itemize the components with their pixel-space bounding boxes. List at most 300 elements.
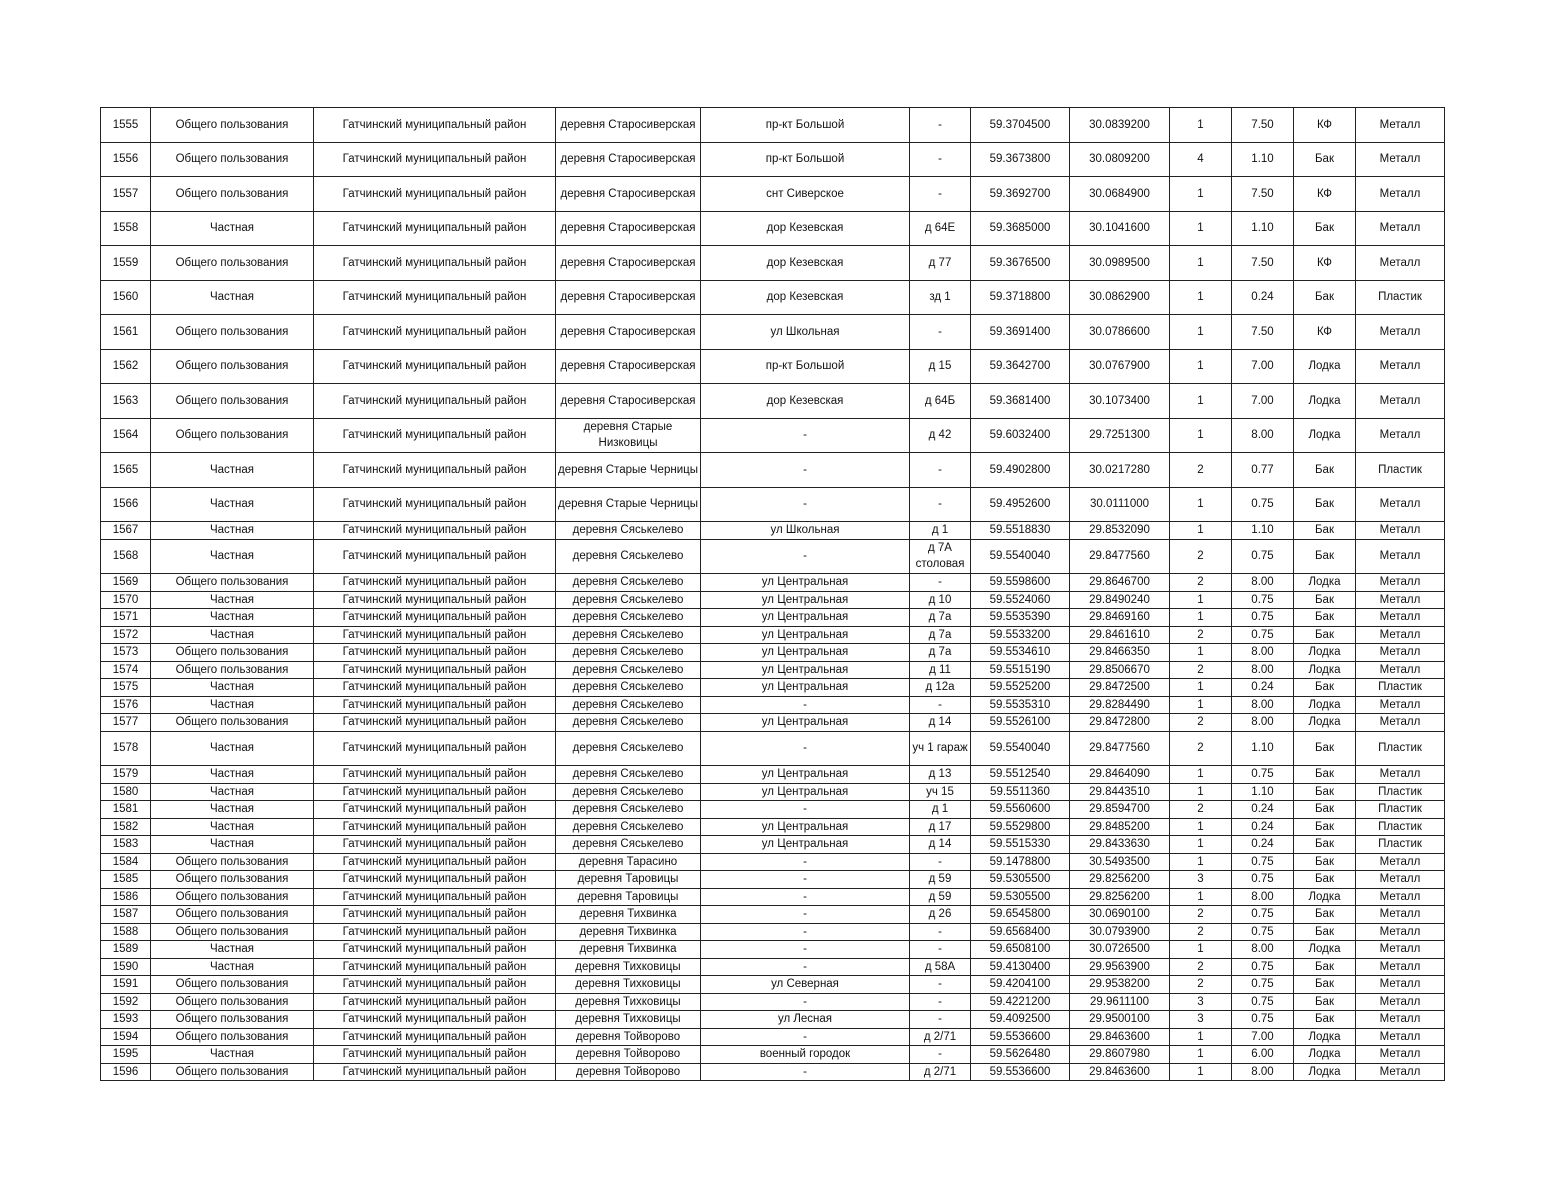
ownership-cell: Общего пользования: [151, 1063, 314, 1081]
street-cell: -: [701, 487, 910, 522]
ownership-cell: Частная: [151, 941, 314, 959]
longitude-cell: 29.8256200: [1070, 871, 1170, 889]
row-number: 1567: [101, 522, 151, 540]
ownership-cell: Частная: [151, 626, 314, 644]
volume-cell: 0.75: [1232, 1011, 1294, 1029]
longitude-cell: 30.0839200: [1070, 108, 1170, 143]
latitude-cell: 59.5536600: [971, 1028, 1070, 1046]
house-cell: -: [910, 177, 971, 212]
table-row: [101, 714, 1445, 732]
longitude-cell: 29.8506670: [1070, 661, 1170, 679]
container-type-cell: Бак: [1294, 591, 1356, 609]
street-cell: -: [701, 696, 910, 714]
quantity-cell: 1: [1170, 487, 1232, 522]
ownership-cell: Частная: [151, 487, 314, 522]
container-type-cell: Бак: [1294, 958, 1356, 976]
longitude-cell: 30.0684900: [1070, 177, 1170, 212]
latitude-cell: 59.5535390: [971, 609, 1070, 627]
district-cell: Гатчинский муниципальный район: [314, 731, 556, 766]
material-cell: Металл: [1356, 923, 1445, 941]
street-cell: снт Сиверское: [701, 177, 910, 212]
row-number: 1573: [101, 644, 151, 662]
street-cell: ул Центральная: [701, 766, 910, 784]
locality-cell: деревня Сяськелево: [556, 836, 701, 854]
house-cell: д 59: [910, 888, 971, 906]
ownership-cell: Общего пользования: [151, 714, 314, 732]
longitude-cell: 29.8463600: [1070, 1028, 1170, 1046]
ownership-cell: Общего пользования: [151, 644, 314, 662]
house-cell: д 14: [910, 714, 971, 732]
volume-cell: 0.75: [1232, 923, 1294, 941]
locality-cell: деревня Сяськелево: [556, 818, 701, 836]
quantity-cell: 2: [1170, 661, 1232, 679]
latitude-cell: 59.3642700: [971, 349, 1070, 384]
street-cell: ул Центральная: [701, 609, 910, 627]
house-cell: -: [910, 976, 971, 994]
table-row: [101, 1046, 1445, 1064]
container-type-cell: Бак: [1294, 522, 1356, 540]
locality-cell: деревня Старосиверская: [556, 177, 701, 212]
material-cell: Металл: [1356, 1063, 1445, 1081]
ownership-cell: Частная: [151, 280, 314, 315]
container-type-cell: Бак: [1294, 766, 1356, 784]
row-number: 1580: [101, 783, 151, 801]
material-cell: Металл: [1356, 418, 1445, 453]
volume-cell: 8.00: [1232, 1063, 1294, 1081]
material-cell: Металл: [1356, 384, 1445, 419]
locality-cell: деревня Тихковицы: [556, 958, 701, 976]
locality-cell: деревня Тарасино: [556, 853, 701, 871]
table-row: [101, 1011, 1445, 1029]
volume-cell: 8.00: [1232, 574, 1294, 592]
locality-cell: деревня Таровицы: [556, 888, 701, 906]
volume-cell: 7.50: [1232, 177, 1294, 212]
material-cell: Металл: [1356, 661, 1445, 679]
street-cell: ул Северная: [701, 976, 910, 994]
container-type-cell: Бак: [1294, 609, 1356, 627]
district-cell: Гатчинский муниципальный район: [314, 696, 556, 714]
container-type-cell: Лодка: [1294, 1063, 1356, 1081]
quantity-cell: 2: [1170, 976, 1232, 994]
house-cell: д 10: [910, 591, 971, 609]
table-row: [101, 453, 1445, 488]
volume-cell: 7.50: [1232, 246, 1294, 281]
material-cell: Металл: [1356, 574, 1445, 592]
district-cell: Гатчинский муниципальный район: [314, 1028, 556, 1046]
material-cell: Металл: [1356, 888, 1445, 906]
locality-cell: деревня Сяськелево: [556, 591, 701, 609]
row-number: 1582: [101, 818, 151, 836]
latitude-cell: 59.3691400: [971, 315, 1070, 350]
material-cell: Металл: [1356, 609, 1445, 627]
longitude-cell: 29.7251300: [1070, 418, 1170, 453]
volume-cell: 0.75: [1232, 906, 1294, 924]
locality-cell: деревня Старые Черницы: [556, 487, 701, 522]
material-cell: Металл: [1356, 487, 1445, 522]
latitude-cell: 59.3685000: [971, 211, 1070, 246]
house-cell: д 64Б: [910, 384, 971, 419]
material-cell: Металл: [1356, 714, 1445, 732]
locality-cell: деревня Старосиверская: [556, 211, 701, 246]
locality-cell: деревня Сяськелево: [556, 644, 701, 662]
house-cell: д 13: [910, 766, 971, 784]
longitude-cell: 29.8594700: [1070, 801, 1170, 819]
table-row: [101, 696, 1445, 714]
house-cell: д 2/71: [910, 1028, 971, 1046]
ownership-cell: Частная: [151, 818, 314, 836]
locality-cell: деревня Тойворово: [556, 1046, 701, 1064]
quantity-cell: 1: [1170, 783, 1232, 801]
street-cell: дор Кезевская: [701, 384, 910, 419]
table-row: [101, 958, 1445, 976]
latitude-cell: 59.3681400: [971, 384, 1070, 419]
container-type-cell: Лодка: [1294, 661, 1356, 679]
quantity-cell: 2: [1170, 801, 1232, 819]
material-cell: Пластик: [1356, 679, 1445, 697]
locality-cell: деревня Сяськелево: [556, 522, 701, 540]
district-cell: Гатчинский муниципальный район: [314, 888, 556, 906]
house-cell: д 7А столовая: [910, 539, 971, 574]
street-cell: -: [701, 418, 910, 453]
latitude-cell: 59.5526100: [971, 714, 1070, 732]
locality-cell: деревня Тихвинка: [556, 906, 701, 924]
material-cell: Металл: [1356, 108, 1445, 143]
street-cell: ул Центральная: [701, 661, 910, 679]
longitude-cell: 29.9611100: [1070, 993, 1170, 1011]
house-cell: д 59: [910, 871, 971, 889]
volume-cell: 0.24: [1232, 280, 1294, 315]
house-cell: -: [910, 142, 971, 177]
container-type-cell: Лодка: [1294, 696, 1356, 714]
ownership-cell: Общего пользования: [151, 177, 314, 212]
locality-cell: деревня Старосиверская: [556, 280, 701, 315]
street-cell: ул Центральная: [701, 626, 910, 644]
district-cell: Гатчинский муниципальный район: [314, 871, 556, 889]
house-cell: -: [910, 487, 971, 522]
quantity-cell: 1: [1170, 766, 1232, 784]
locality-cell: деревня Старосиверская: [556, 315, 701, 350]
material-cell: Металл: [1356, 644, 1445, 662]
district-cell: Гатчинский муниципальный район: [314, 661, 556, 679]
table-row: [101, 871, 1445, 889]
street-cell: -: [701, 731, 910, 766]
volume-cell: 0.75: [1232, 871, 1294, 889]
quantity-cell: 2: [1170, 906, 1232, 924]
material-cell: Металл: [1356, 958, 1445, 976]
latitude-cell: 59.4952600: [971, 487, 1070, 522]
quantity-cell: 1: [1170, 836, 1232, 854]
street-cell: ул Центральная: [701, 783, 910, 801]
row-number: 1568: [101, 539, 151, 574]
district-cell: Гатчинский муниципальный район: [314, 487, 556, 522]
row-number: 1561: [101, 315, 151, 350]
material-cell: Металл: [1356, 993, 1445, 1011]
row-number: 1588: [101, 923, 151, 941]
longitude-cell: 30.0862900: [1070, 280, 1170, 315]
material-cell: Металл: [1356, 315, 1445, 350]
district-cell: Гатчинский муниципальный район: [314, 801, 556, 819]
row-number: 1592: [101, 993, 151, 1011]
longitude-cell: 30.0690100: [1070, 906, 1170, 924]
quantity-cell: 1: [1170, 644, 1232, 662]
house-cell: д 1: [910, 801, 971, 819]
container-type-cell: КФ: [1294, 315, 1356, 350]
district-cell: Гатчинский муниципальный район: [314, 958, 556, 976]
latitude-cell: 59.5560600: [971, 801, 1070, 819]
volume-cell: 0.77: [1232, 453, 1294, 488]
row-number: 1557: [101, 177, 151, 212]
locality-cell: деревня Сяськелево: [556, 696, 701, 714]
latitude-cell: 59.5524060: [971, 591, 1070, 609]
longitude-cell: 30.1041600: [1070, 211, 1170, 246]
table-row: [101, 418, 1445, 453]
ownership-cell: Общего пользования: [151, 1011, 314, 1029]
quantity-cell: 2: [1170, 923, 1232, 941]
row-number: 1584: [101, 853, 151, 871]
container-type-cell: Бак: [1294, 731, 1356, 766]
latitude-cell: 59.5529800: [971, 818, 1070, 836]
ownership-cell: Общего пользования: [151, 923, 314, 941]
quantity-cell: 1: [1170, 108, 1232, 143]
latitude-cell: 59.4204100: [971, 976, 1070, 994]
street-cell: -: [701, 539, 910, 574]
longitude-cell: 30.5493500: [1070, 853, 1170, 871]
row-number: 1571: [101, 609, 151, 627]
ownership-cell: Частная: [151, 836, 314, 854]
district-cell: Гатчинский муниципальный район: [314, 818, 556, 836]
row-number: 1576: [101, 696, 151, 714]
ownership-cell: Частная: [151, 522, 314, 540]
house-cell: -: [910, 696, 971, 714]
district-cell: Гатчинский муниципальный район: [314, 923, 556, 941]
district-cell: Гатчинский муниципальный район: [314, 993, 556, 1011]
street-cell: пр-кт Большой: [701, 108, 910, 143]
ownership-cell: Частная: [151, 539, 314, 574]
quantity-cell: 1: [1170, 522, 1232, 540]
latitude-cell: 59.5305500: [971, 871, 1070, 889]
row-number: 1586: [101, 888, 151, 906]
district-cell: Гатчинский муниципальный район: [314, 679, 556, 697]
district-cell: Гатчинский муниципальный район: [314, 539, 556, 574]
row-number: 1590: [101, 958, 151, 976]
row-number: 1569: [101, 574, 151, 592]
latitude-cell: 59.5305500: [971, 888, 1070, 906]
material-cell: Пластик: [1356, 801, 1445, 819]
longitude-cell: 29.8607980: [1070, 1046, 1170, 1064]
ownership-cell: Общего пользования: [151, 315, 314, 350]
street-cell: -: [701, 993, 910, 1011]
table-row: [101, 280, 1445, 315]
table-row: [101, 574, 1445, 592]
district-cell: Гатчинский муниципальный район: [314, 108, 556, 143]
container-type-cell: Лодка: [1294, 418, 1356, 453]
volume-cell: 1.10: [1232, 522, 1294, 540]
quantity-cell: 1: [1170, 418, 1232, 453]
table-row: [101, 923, 1445, 941]
row-number: 1558: [101, 211, 151, 246]
locality-cell: деревня Старосиверская: [556, 349, 701, 384]
house-cell: д 7а: [910, 644, 971, 662]
longitude-cell: 29.8469160: [1070, 609, 1170, 627]
house-cell: д 58А: [910, 958, 971, 976]
material-cell: Металл: [1356, 906, 1445, 924]
quantity-cell: 1: [1170, 349, 1232, 384]
volume-cell: 8.00: [1232, 714, 1294, 732]
longitude-cell: 30.0767900: [1070, 349, 1170, 384]
volume-cell: 0.75: [1232, 487, 1294, 522]
quantity-cell: 3: [1170, 1011, 1232, 1029]
table-row: [101, 644, 1445, 662]
table-row: [101, 108, 1445, 143]
district-cell: Гатчинский муниципальный район: [314, 315, 556, 350]
district-cell: Гатчинский муниципальный район: [314, 609, 556, 627]
table-row: [101, 591, 1445, 609]
quantity-cell: 2: [1170, 539, 1232, 574]
volume-cell: 8.00: [1232, 644, 1294, 662]
container-type-cell: Лодка: [1294, 644, 1356, 662]
latitude-cell: 59.5540040: [971, 539, 1070, 574]
container-type-cell: Бак: [1294, 783, 1356, 801]
house-cell: д 15: [910, 349, 971, 384]
container-type-cell: Лодка: [1294, 1028, 1356, 1046]
locality-cell: деревня Сяськелево: [556, 801, 701, 819]
table-row: [101, 626, 1445, 644]
ownership-cell: Общего пользования: [151, 418, 314, 453]
table-row: [101, 246, 1445, 281]
volume-cell: 0.75: [1232, 766, 1294, 784]
quantity-cell: 1: [1170, 280, 1232, 315]
house-cell: д 7а: [910, 609, 971, 627]
district-cell: Гатчинский муниципальный район: [314, 522, 556, 540]
district-cell: Гатчинский муниципальный район: [314, 591, 556, 609]
material-cell: Металл: [1356, 696, 1445, 714]
container-type-cell: Лодка: [1294, 941, 1356, 959]
table-row: [101, 211, 1445, 246]
longitude-cell: 29.8466350: [1070, 644, 1170, 662]
row-number: 1566: [101, 487, 151, 522]
ownership-cell: Общего пользования: [151, 349, 314, 384]
locality-cell: деревня Тихвинка: [556, 923, 701, 941]
quantity-cell: 2: [1170, 574, 1232, 592]
ownership-cell: Общего пользования: [151, 142, 314, 177]
volume-cell: 0.75: [1232, 539, 1294, 574]
container-type-cell: Бак: [1294, 906, 1356, 924]
container-type-cell: Лодка: [1294, 888, 1356, 906]
ownership-cell: Частная: [151, 958, 314, 976]
quantity-cell: 2: [1170, 626, 1232, 644]
container-type-cell: Лодка: [1294, 384, 1356, 419]
container-type-cell: КФ: [1294, 177, 1356, 212]
district-cell: Гатчинский муниципальный район: [314, 766, 556, 784]
registry-body: [101, 108, 1445, 1081]
container-type-cell: Лодка: [1294, 574, 1356, 592]
container-type-cell: Бак: [1294, 871, 1356, 889]
quantity-cell: 2: [1170, 714, 1232, 732]
container-type-cell: КФ: [1294, 108, 1356, 143]
material-cell: Металл: [1356, 1046, 1445, 1064]
quantity-cell: 1: [1170, 696, 1232, 714]
street-cell: -: [701, 853, 910, 871]
street-cell: -: [701, 1063, 910, 1081]
ownership-cell: Общего пользования: [151, 906, 314, 924]
longitude-cell: 29.8532090: [1070, 522, 1170, 540]
street-cell: ул Лесная: [701, 1011, 910, 1029]
row-number: 1578: [101, 731, 151, 766]
street-cell: дор Кезевская: [701, 211, 910, 246]
street-cell: ул Центральная: [701, 818, 910, 836]
longitude-cell: 29.8477560: [1070, 539, 1170, 574]
table-row: [101, 836, 1445, 854]
ownership-cell: Общего пользования: [151, 574, 314, 592]
registry-table: [100, 107, 1445, 1081]
table-row: [101, 941, 1445, 959]
street-cell: ул Центральная: [701, 591, 910, 609]
table-row: [101, 384, 1445, 419]
volume-cell: 8.00: [1232, 661, 1294, 679]
row-number: 1591: [101, 976, 151, 994]
material-cell: Металл: [1356, 522, 1445, 540]
locality-cell: деревня Тойворово: [556, 1028, 701, 1046]
table-row: [101, 783, 1445, 801]
latitude-cell: 59.5535310: [971, 696, 1070, 714]
table-row: [101, 315, 1445, 350]
quantity-cell: 1: [1170, 1046, 1232, 1064]
locality-cell: деревня Таровицы: [556, 871, 701, 889]
container-type-cell: Бак: [1294, 818, 1356, 836]
longitude-cell: 30.0786600: [1070, 315, 1170, 350]
latitude-cell: 59.5512540: [971, 766, 1070, 784]
district-cell: Гатчинский муниципальный район: [314, 1011, 556, 1029]
house-cell: -: [910, 315, 971, 350]
house-cell: -: [910, 923, 971, 941]
longitude-cell: 29.9538200: [1070, 976, 1170, 994]
table-row: [101, 818, 1445, 836]
container-type-cell: КФ: [1294, 246, 1356, 281]
locality-cell: деревня Сяськелево: [556, 766, 701, 784]
volume-cell: 8.00: [1232, 941, 1294, 959]
quantity-cell: 1: [1170, 177, 1232, 212]
material-cell: Металл: [1356, 941, 1445, 959]
container-type-cell: Бак: [1294, 993, 1356, 1011]
ownership-cell: Частная: [151, 1046, 314, 1064]
latitude-cell: 59.4221200: [971, 993, 1070, 1011]
locality-cell: деревня Тихковицы: [556, 993, 701, 1011]
ownership-cell: Общего пользования: [151, 661, 314, 679]
quantity-cell: 2: [1170, 453, 1232, 488]
latitude-cell: 59.3718800: [971, 280, 1070, 315]
latitude-cell: 59.5626480: [971, 1046, 1070, 1064]
quantity-cell: 1: [1170, 211, 1232, 246]
locality-cell: деревня Старосиверская: [556, 108, 701, 143]
house-cell: д 2/71: [910, 1063, 971, 1081]
latitude-cell: 59.6032400: [971, 418, 1070, 453]
container-type-cell: Бак: [1294, 679, 1356, 697]
volume-cell: 0.24: [1232, 836, 1294, 854]
table-row: [101, 766, 1445, 784]
table-row: [101, 177, 1445, 212]
street-cell: -: [701, 941, 910, 959]
row-number: 1596: [101, 1063, 151, 1081]
ownership-cell: Общего пользования: [151, 976, 314, 994]
table-row: [101, 142, 1445, 177]
house-cell: д 14: [910, 836, 971, 854]
ownership-cell: Частная: [151, 696, 314, 714]
material-cell: Металл: [1356, 976, 1445, 994]
street-cell: ул Центральная: [701, 714, 910, 732]
longitude-cell: 29.8461610: [1070, 626, 1170, 644]
longitude-cell: 30.0726500: [1070, 941, 1170, 959]
house-cell: -: [910, 574, 971, 592]
